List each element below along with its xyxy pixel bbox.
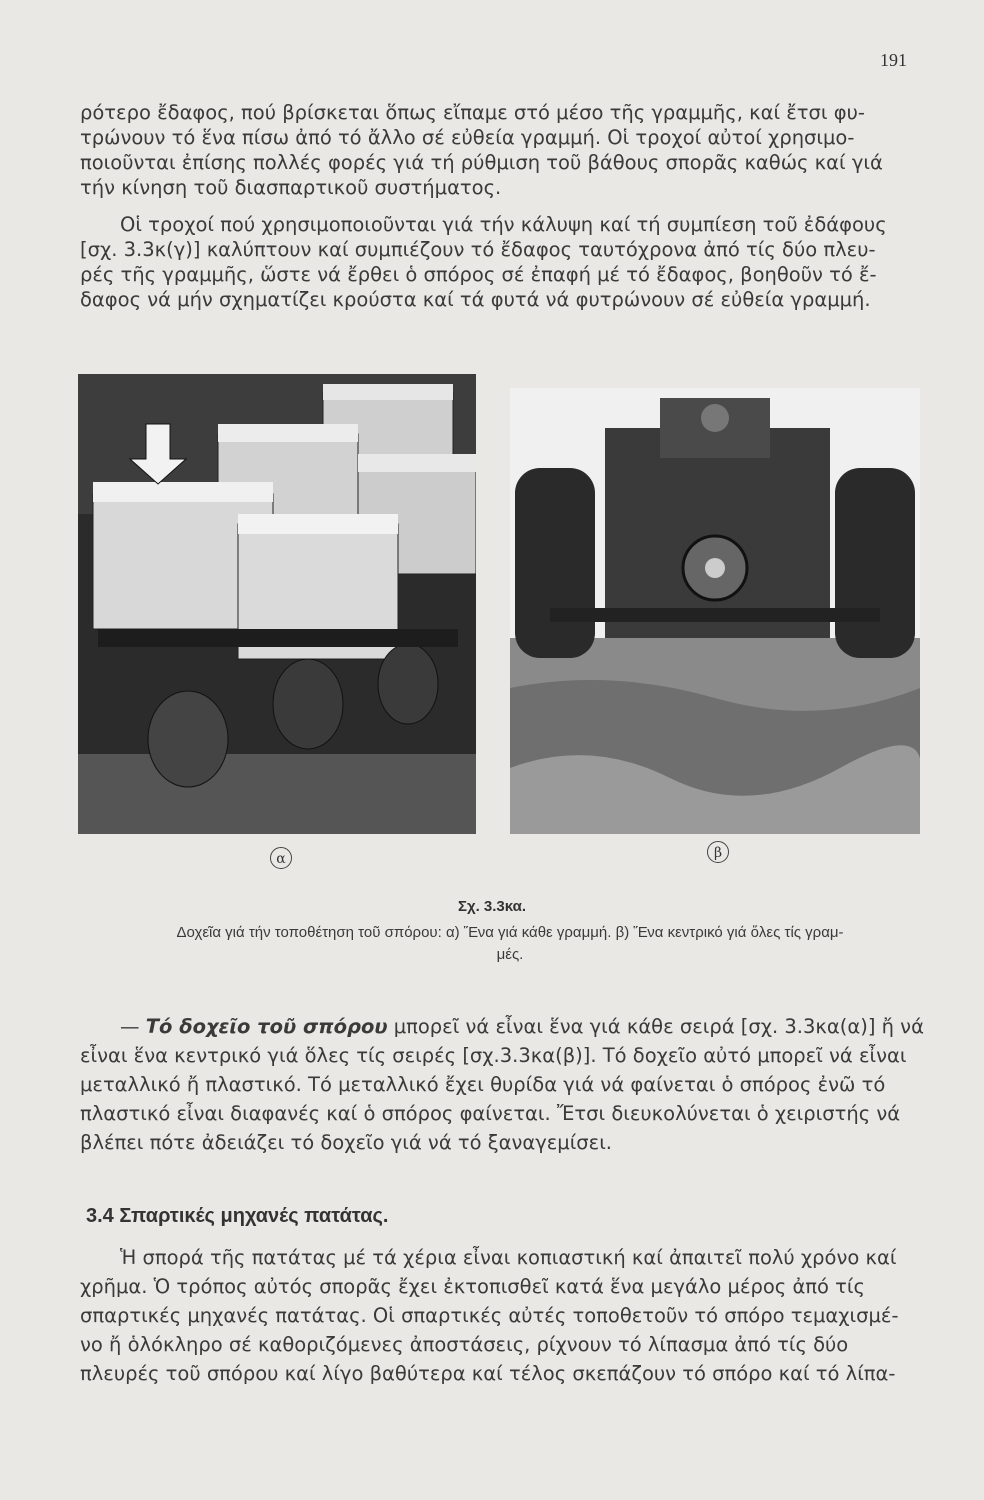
text-line: τρώνουν τό ἕνα πίσω ἀπό τό ἄλλο σέ εὐθεία γραμμή. Οἱ τροχοί αὐτοί χρησιμο-	[80, 126, 855, 149]
photo-tractor-planter	[510, 388, 920, 834]
paragraph-2	[80, 212, 920, 312]
text-line: Οἱ τροχοί πού χρησιμοποιοῦνται γιά τήν κάλυψη καί τή συμπίεση τοῦ ἐδάφους	[120, 213, 887, 236]
text-fragment: μπορεῖ νά εἶναι ἕνα γιά κάθε σειρά [σχ. 3.3κα(α)] ἤ νά	[387, 1015, 924, 1038]
text-line: νο ἤ ὁλόκληρο σέ καθοριζόμενες ἀποστάσεις, ρίχνουν τό λίπασμα ἀπό τίς δύο	[80, 1333, 849, 1356]
dash: —	[120, 1015, 146, 1038]
text-line: τήν κίνηση τοῦ διασπαρτικοῦ συστήματος.	[80, 176, 502, 199]
text-line: ρές τῆς γραμμῆς, ὥστε νά ἔρθει ὁ σπόρος σέ ἐπαφή μέ τό ἔδαφος, βοηθοῦν τό ἔ-	[80, 263, 877, 286]
paragraph-1	[80, 100, 920, 200]
page-number: 191	[880, 50, 907, 70]
text-line: μεταλλικό ἤ πλαστικό. Τό μεταλλικό ἔχει θυρίδα γιά νά φαίνεται ὁ σπόρος ἐνῶ τό	[80, 1073, 886, 1096]
figure-label-b: β	[707, 841, 729, 863]
text-line: [σχ. 3.3κ(γ)] καλύπτουν καί συμπιέζουν τό ἔδαφος ταυτόχρονα ἀπό τίς δύο πλευ-	[80, 238, 876, 261]
section-heading: 3.4 Σπαρτικές μηχανές πατάτας.	[86, 1205, 389, 1227]
text-line	[80, 1012, 924, 1041]
caption-line: Δοχεῖα γιά τήν τοποθέτηση τοῦ σπόρου: α) Ἕνα γιά κάθε γραμμή. β) Ἕνα κεντρικό γιά ὅλες τίς γραμ-	[176, 924, 844, 941]
paragraph-4	[80, 1243, 920, 1388]
text-line: πλαστικό εἶναι διαφανές καί ὁ σπόρος φαίνεται. Ἔτσι διευκολύνεται ὁ χειριστής νά	[80, 1102, 901, 1125]
text-line: πλευρές τοῦ σπόρου καί λίγο βαθύτερα καί τέλος σκεπάζουν τό σπόρο καί τό λίπα-	[80, 1362, 896, 1385]
text-line: σπαρτικές μηχανές πατάτας. Οἱ σπαρτικές αὐτές τοποθετοῦν τό σπόρο τεμαχισμέ-	[80, 1304, 899, 1327]
figure-label-a: α	[270, 847, 292, 869]
text-line: Ἡ σπορά τῆς πατάτας μέ τά χέρια εἶναι κοπιαστική καί ἀπαιτεῖ πολύ χρόνο καί	[120, 1246, 897, 1269]
text-line: βλέπει πότε ἀδειάζει τό δοχεῖο γιά νά τό ξαναγεμίσει.	[80, 1131, 612, 1154]
text-line: δαφος νά μήν σχηματίζει κρούστα καί τά φυτά νά φυτρώνουν σέ εὐθεία γραμμή.	[80, 288, 871, 311]
photo-seed-hoppers	[78, 374, 476, 834]
text-line: ποιοῦνται ἐπίσης πολλές φορές γιά τή ρύθμιση τοῦ βάθους σπορᾶς καθώς καί γιά	[80, 151, 883, 174]
text-line: χρῆμα. Ὁ τρόπος αὐτός σπορᾶς ἔχει ἐκτοπισθεῖ κατά ἕνα μεγάλο μέρος ἀπό τίς	[80, 1275, 865, 1298]
caption-line: μές.	[496, 946, 524, 963]
figure-caption-title: Σχ. 3.3κα.	[457, 898, 527, 915]
paragraph-3	[80, 1012, 924, 1157]
text-line: ρότερο ἔδαφος, πού βρίσκεται ὅπως εἴπαμε στό μέσο τῆς γραμμῆς, καί ἔτσι φυ-	[80, 101, 865, 124]
emphasis-term: Τό δοχεῖο τοῦ σπόρου	[145, 1015, 388, 1038]
figure-caption	[95, 922, 925, 966]
text-line: εἶναι ἕνα κεντρικό γιά ὅλες τίς σειρές [σχ.3.3κα(β)]. Τό δοχεῖο αὐτό μπορεῖ νά εἶναι	[80, 1044, 907, 1067]
